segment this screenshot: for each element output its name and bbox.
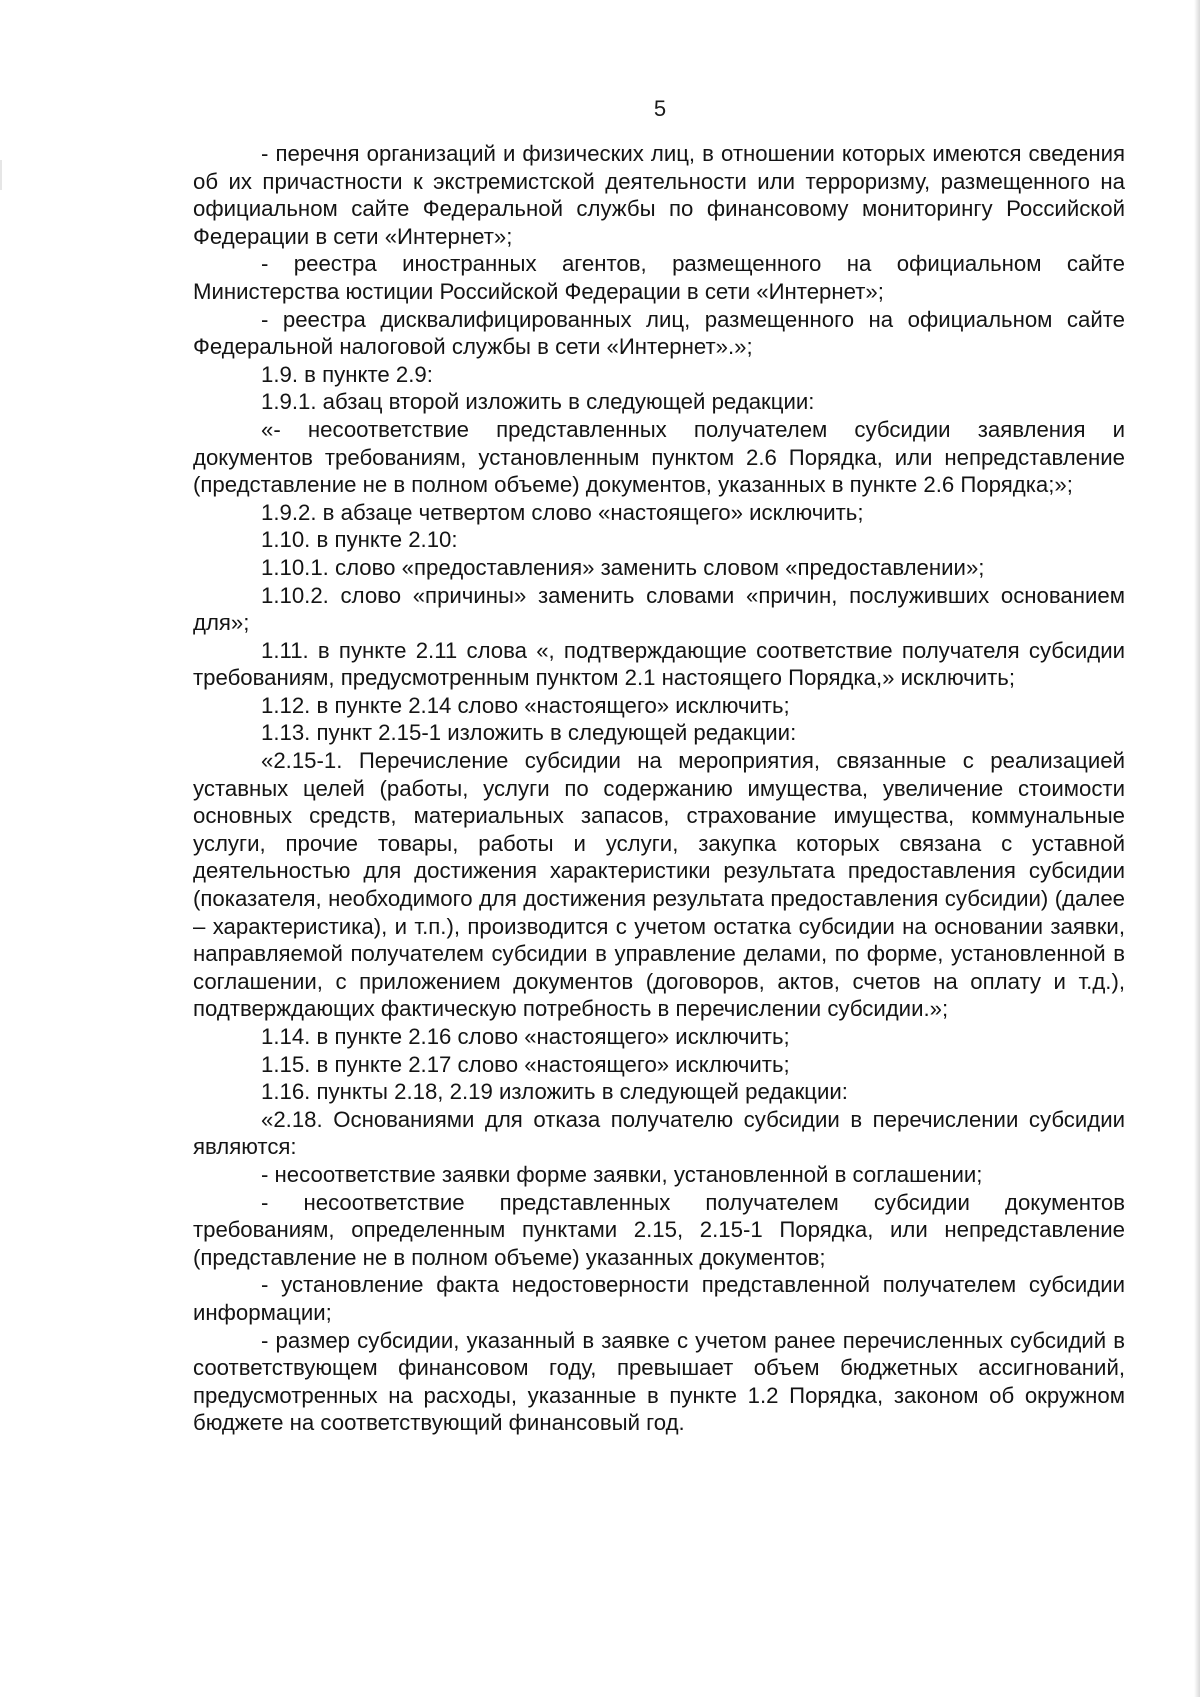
paragraph: 1.9.1. абзац второй изложить в следующей редакции: [261, 389, 815, 415]
paragraph: 1.12. в пункте 2.14 слово «настоящего» исключить; [261, 692, 790, 718]
paragraph: 1.13. пункт 2.15-1 изложить в следующей редакции: [261, 720, 797, 746]
paragraph: «- несоответствие представленных получателем субсидии заявления и документов требованиям, установленным пунктом 2.6 Порядка, или непредставление (представление не в полном объеме) документов, указанных в пункте 2.6 Порядка;»; [193, 416, 1125, 498]
paragraph: - несоответствие заявки форме заявки, установленной в соглашении; [261, 1161, 983, 1187]
paragraph: - перечня организаций и физических лиц, в отношении которых имеются сведения об их причастности к экстремистской деятельности или терроризму, размещенного на официальном сайте Федеральной службы по финансовому мониторингу Российской Федерации в сети «Интернет»; [193, 141, 1125, 249]
paragraph: 1.9.2. в абзаце четвертом слово «настоящего» исключить; [261, 499, 864, 525]
paragraph: 1.10.2. слово «причины» заменить словами «причин, послуживших основанием для»; [193, 582, 1125, 636]
paragraph: 1.16. пункты 2.18, 2.19 изложить в следующей редакции: [261, 1079, 848, 1105]
paragraph: 1.10. в пункте 2.10: [261, 527, 458, 553]
paragraph: «2.15-1. Перечисление субсидии на мероприятия, связанные с реализацией уставных целей (работы, услуги по содержанию имущества, увеличение стоимости основных средств, материальных запасов, страхование имущества, коммунальные услуги, прочие товары, работы и услуги, закупка которых связана с уставной деятельностью для достижения характеристики результата предоставления субсидии (показателя, необходимого для достижения результата предоставления субсидии) (далее – характеристика), и т.п.), производится с учетом остатка субсидии на основании заявки, направляемой получателем субсидии в управление делами, по форме, установленной в соглашении, с приложением документов (договоров, актов, счетов на оплату и т.д.), подтверждающих фактическую потребность в перечислении субсидии.»; [193, 748, 1125, 1022]
paragraph: - несоответствие представленных получателем субсидии документов требованиям, определенным пунктами 2.15, 2.15-1 Порядка, или непредставление (представление не в полном объеме) указанных документов; [193, 1189, 1125, 1270]
page-number: 5 [653, 96, 667, 121]
paragraph: - размер субсидии, указанный в заявке с учетом ранее перечисленных субсидий в соответствующем финансовом году, превышает объем бюджетных ассигнований, предусмотренных на расходы, указанные в пункте 1.2 Порядка, законом об окружном бюджете на соответствующий финансовый год. [193, 1327, 1125, 1436]
paragraph: 1.11. в пункте 2.11 слова «, подтверждающие соответствие получателя субсидии требованиям, предусмотренным пунктом 2.1 настоящего Порядка,» исключить; [193, 637, 1125, 691]
paragraph: 1.14. в пункте 2.16 слово «настоящего» исключить; [261, 1024, 790, 1049]
paragraph: «2.18. Основаниями для отказа получателю субсидии в перечислении субсидии являются: [193, 1106, 1125, 1160]
paragraph: 1.9. в пункте 2.9: [261, 361, 433, 387]
paragraph: 1.15. в пункте 2.17 слово «настоящего» исключить; [261, 1051, 790, 1077]
paragraph: - реестра иностранных агентов, размещенного на официальном сайте Министерства юстиции Российской Федерации в сети «Интернет»; [193, 251, 1125, 304]
paragraph: - реестра дисквалифицированных лиц, размещенного на официальном сайте Федеральной налоговой службы в сети «Интернет».»; [193, 306, 1125, 360]
scan-edge-shadow [1194, 0, 1200, 1697]
paragraph: - установление факта недостоверности представленной получателем субсидии информации; [193, 1272, 1125, 1325]
document-body [193, 140, 1125, 1437]
paragraph: 1.10.1. слово «предоставления» заменить словом «предоставлении»; [261, 554, 985, 580]
scan-artifact-left [0, 160, 2, 190]
